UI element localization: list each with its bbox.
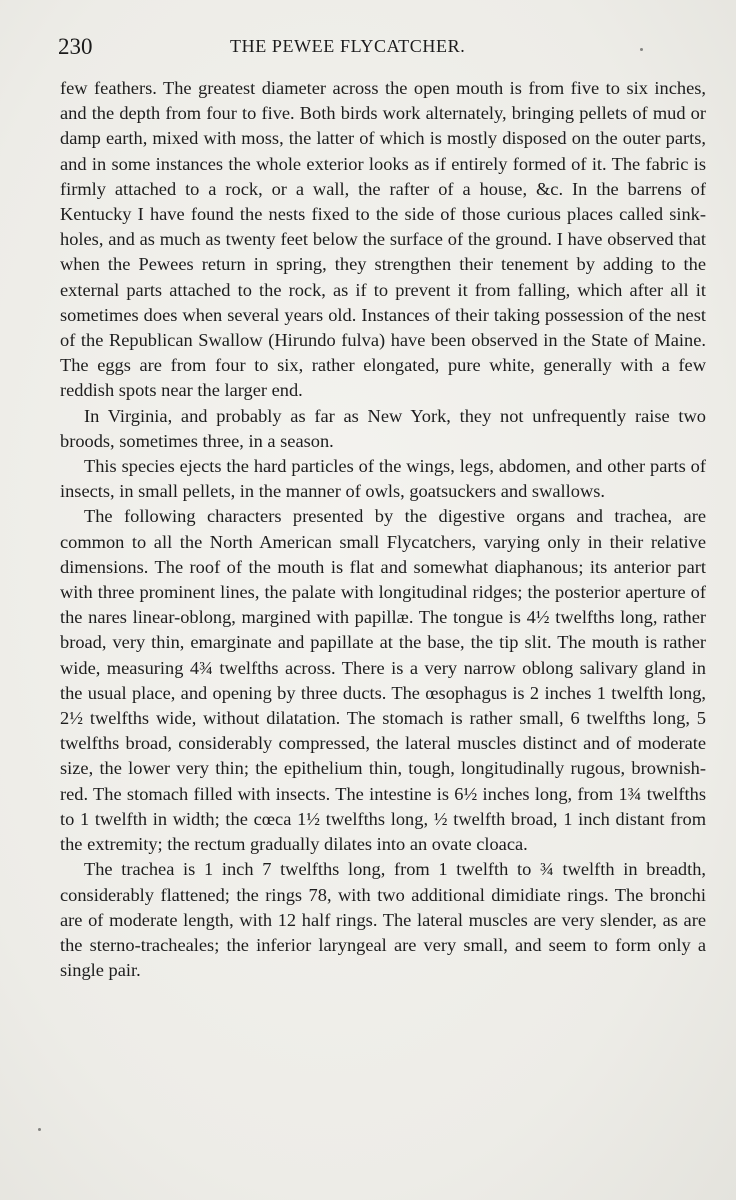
paragraph-digestive-organs: The following characters presented by the digestive organs and trachea, are common to all the North American small Flycatchers, varying only in their relative dimensions. The roof of the mouth is flat and somewhat diaphanous; its anterior part with three prominent lines, the palate with longitudinal ridges; the posterior aperture of the nares linear-oblong, margined with papillæ. The tongue is 4½ twelfths long, rather broad, very thin, emarginate and papillate at the base, the tip slit. The mouth is rather wide, measuring 4¾ twelfths across. There is a very narrow oblong salivary gland in the usual place, and opening by three ducts. The œsophagus is 2 inches 1 twelfth long, 2½ twelfths wide, without dilatation. The stomach is rather small, 6 twelfths long, 5 twelfths broad, considerably compressed, the lateral muscles distinct and of moderate size, the lower very thin; the epithelium thin, tough, longitudinally rugous, brownish-red. The stomach filled with insects. The intestine is 6½ inches long, from 1¾ twelfths to 1 twelfth in width; the cœca 1½ twelfths long, ½ twelfth broad, 1 inch distant from the extremity; the rectum gradually dilates into an ovate cloaca. [60,506,706,855]
page-header [58,34,678,62]
page-speck [640,48,643,51]
paragraph-broods: In Virginia, and probably as far as New York, they not unfrequently raise two broods, sometimes three, in a season. [60,405,706,451]
paragraph-nest-description: few feathers. The greatest diameter across the open mouth is from five to six inches, and the depth from four to five. Both birds work alternately, bringing pellets of mud or damp earth, mixed with moss, the latter of which is mostly disposed on the outer parts, and in some instances the whole exterior looks as if entirely formed of it. The fabric is firmly attached to a rock, or a wall, the rafter of a house, &c. In the barrens of Kentucky I have found the nests fixed to the side of those curious places called sink-holes, and as much as twenty feet below the surface of the ground. I have observed that when the Pewees return in spring, they strengthen their tenement by adding to the external parts attached to the rock, as if to prevent it from falling, which after all it sometimes does when several years old. Instances of their taking possession of the nest of the Republican Swallow (Hirundo fulva) have been observed in the State of Maine. The eggs are from four to six, rather elongated, pure white, generally with a few reddish spots near the larger end. [60,78,706,401]
page-number: 230 [58,34,93,59]
paragraph-pellets: This species ejects the hard particles of the wings, legs, abdomen, and other parts of insects, in small pellets, in the manner of owls, goatsuckers and swallows. [60,456,706,502]
page-speck [38,1128,41,1131]
body-text [60,76,706,983]
running-title: THE PEWEE FLYCATCHER. [230,36,466,56]
paragraph-trachea: The trachea is 1 inch 7 twelfths long, from 1 twelfth to ¾ twelfth in breadth, considerably flattened; the rings 78, with two additional dimidiate rings. The bronchi are of moderate length, with 12 half rings. The lateral muscles are very slender, as are the sterno-tracheales; the inferior laryngeal are very small, and seem to form only a single pair. [60,859,706,981]
